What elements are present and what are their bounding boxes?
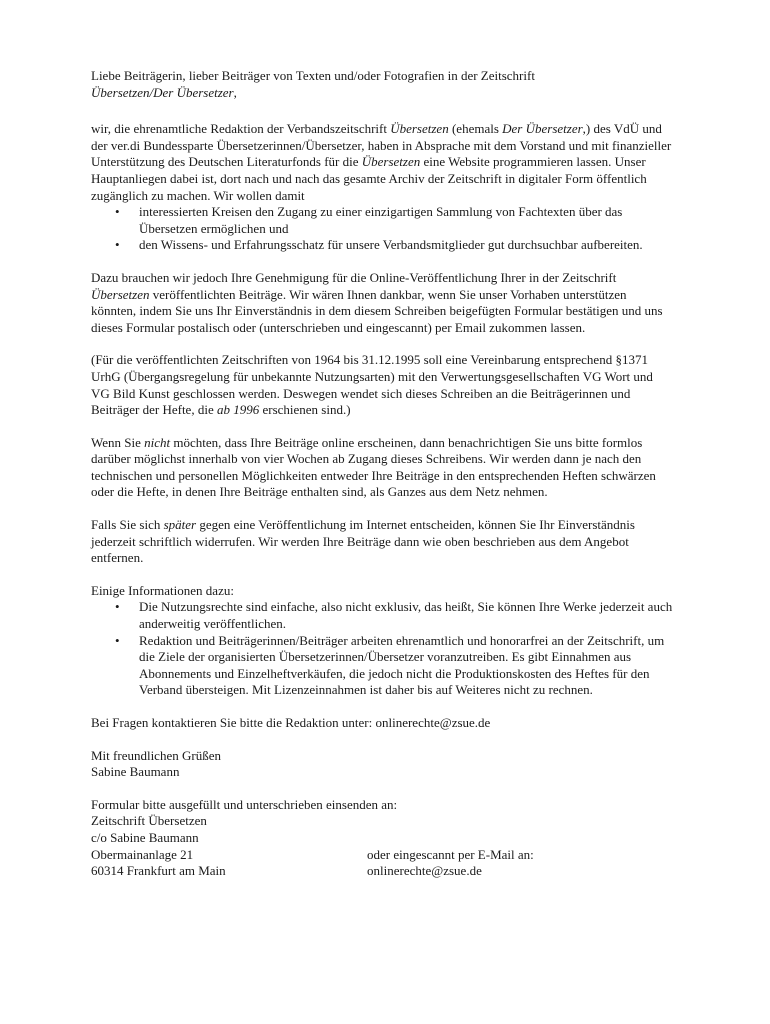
email-alt-address: onlinerechte@zsue.de [367, 863, 482, 879]
address-line-3: Obermainanlage 21 [91, 846, 194, 862]
note-text-2: erschienen sind.) [259, 402, 351, 418]
intro-text-2: (ehemals [448, 121, 503, 137]
greeting-comma: , [233, 84, 237, 100]
closing-salutation: Mit freundlichen Grüßen [91, 747, 221, 763]
intro-paragraph [91, 121, 673, 204]
greeting-journal-title: Übersetzen/Der Übersetzer [91, 84, 234, 100]
permission-text-2: veröffentlichten Beiträge. Wir wären Ihnen dankbar, wenn Sie unser Vorhaben unterstützen könnten, indem Sie uns Ihr Einverständnis in dem diesem Schreiben beigefügten Formular bestätigen und uns dieses Formular postalisch oder (unterschrieben und eingescannt) per Email zukommen lassen. [91, 286, 663, 335]
optout-text-2: möchten, dass Ihre Beiträge online erscheinen, dann benachrichtigen Sie uns bitte formlos darüber möglichst innerhalb von vier Wochen ab Zugang dieses Schreibens. Wir werden dann je nach den technischen und personellen Möglichkeiten entweder Ihre Beiträge in den entsprechenden Heften schwärzen oder die Hefte, in denen Ihre Beiträge enthalten sind, als Ganzes aus dem Netz nehmen. [91, 434, 656, 500]
note-emphasis: ab 1996 [216, 402, 260, 418]
list-item: • den Wissens- und Erfahrungsschatz für unsere Verbandsmitglieder gut durchsuchbar aufbereiten. [91, 237, 673, 254]
goals-list [91, 204, 673, 254]
address-line-1: Zeitschrift Übersetzen [91, 813, 207, 829]
optout-paragraph [91, 435, 673, 501]
intro-journal-2: Der Übersetzer [502, 121, 583, 137]
info-list [91, 599, 673, 699]
permission-text-1: Dazu brauchen wir jedoch Ihre Genehmigung für die Online-Veröffentlichung Ihrer in der Zeitschrift [91, 269, 617, 285]
intro-text-4: eine Website programmieren lassen. Unser Hauptanliegen dabei ist, dort nach und nach das gesamte Archiv der Zeitschrift in digitaler Form öffentlich zugänglich zu machen. Wir wollen damit [91, 154, 647, 203]
greeting [91, 68, 673, 101]
list-item: • Die Nutzungsrechte sind einfache, also nicht exklusiv, das heißt, Sie können Ihre Werke jederzeit auch anderweitig veröffentlichen. [91, 599, 673, 632]
letter-page [91, 68, 673, 880]
address-line-2: c/o Sabine Baumann [91, 829, 199, 845]
email-alt-label: oder eingescannt per E-Mail an: [367, 846, 534, 862]
withdraw-emphasis: später [163, 517, 197, 533]
note-text-1: (Für die veröffentlichten Zeitschriften von 1964 bis 31.12.1995 soll eine Vereinbarung entsprechend §1371 UrhG (Übergangsregelung für unbekannte Nutzungsarten) mit den Verwertungsgesellschaften VG Wort und VG Bild Kunst geschlossen werden. Deswegen wendet sich dieses Schreiben an die Beiträgerinnen und Beiträger der Hefte, die [91, 352, 653, 418]
intro-text-1: wir, die ehrenamtliche Redaktion der Verbandszeitschrift [91, 121, 391, 137]
address-line-4: 60314 Frankfurt am Main [91, 863, 226, 879]
note-paragraph [91, 352, 673, 418]
withdraw-text-1: Falls Sie sich [91, 517, 164, 533]
optout-text-1: Wenn Sie [91, 434, 145, 450]
withdraw-text-2: gegen eine Veröffentlichung im Internet entscheiden, können Sie Ihr Einverständnis jederzeit schriftlich widerrufen. Wir werden Ihre Beiträge dann wie oben beschrieben aus dem Angebot entfernen. [91, 517, 635, 566]
intro-journal-3: Übersetzen [361, 154, 421, 170]
greeting-line1: Liebe Beiträgerin, lieber Beiträger von Texten und/oder Fotografien in der Zeitschrift [91, 68, 535, 83]
signature-name: Sabine Baumann [91, 764, 180, 780]
address-block [91, 797, 673, 880]
permission-journal: Übersetzen [91, 286, 150, 302]
list-item: • Redaktion und Beiträgerinnen/Beiträger arbeiten ehrenamtlich und honorarfrei an der Zeitschrift, um die Ziele der organisierten Übersetzerinnen/Übersetzer voranzutreiben. Es gibt Einnahmen aus Abonnements und Einzelheftverkäufen, die jedoch nicht die Produktionskosten des Heftes für den Verband übersteigen. Mit Lizenzeinnahmen ist daher bis auf Weiteres nicht zu rechnen. [91, 633, 673, 699]
contact-line: Bei Fragen kontaktieren Sie bitte die Redaktion unter: onlinerechte@zsue.de [91, 715, 491, 730]
permission-paragraph [91, 270, 673, 336]
address-intro: Formular bitte ausgefüllt und unterschrieben einsenden an: [91, 796, 398, 812]
withdraw-paragraph [91, 517, 673, 567]
intro-journal-1: Übersetzen [390, 121, 449, 137]
info-heading: Einige Informationen dazu: [91, 582, 234, 598]
intro-text-3: ,) des VdÜ und der ver.di Bundessparte Übersetzerinnen/Übersetzer, haben in Absprache mit dem Vorstand und mit finanzieller Unterstützung des Deutschen Literaturfonds für die [91, 121, 672, 170]
optout-emphasis: nicht [144, 434, 171, 450]
list-item: • interessierten Kreisen den Zugang zu einer einzigartigen Sammlung von Fachtexten über das Übersetzen ermöglichen und [91, 204, 673, 237]
